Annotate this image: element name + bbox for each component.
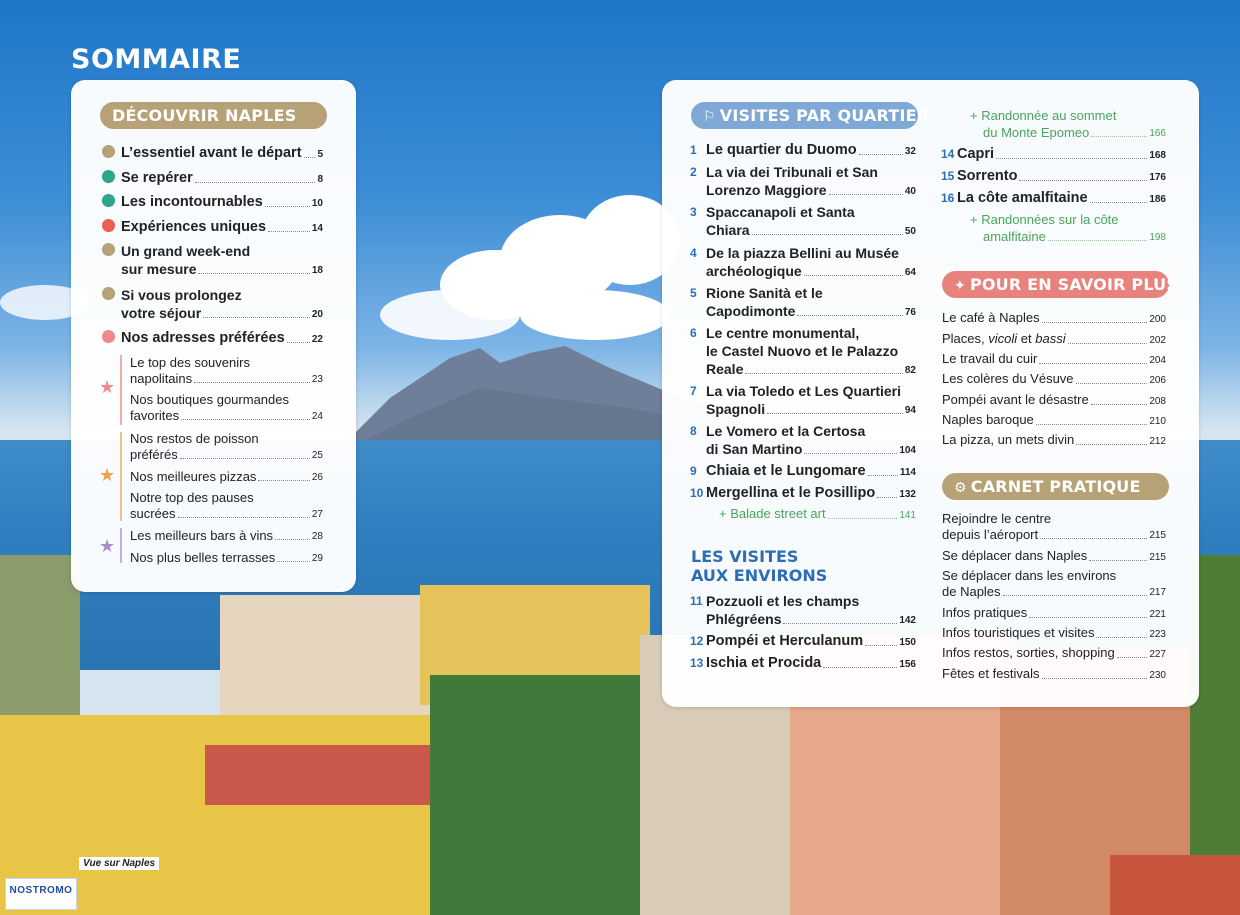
gear-icon	[101, 144, 116, 159]
toc-page: 206	[1149, 375, 1166, 386]
toc-item[interactable]	[706, 382, 916, 418]
toc-label: L’essentiel avant le départ	[121, 145, 302, 161]
toc-item[interactable]	[942, 330, 1166, 348]
toc-label: Le quartier du Duomo	[706, 142, 857, 158]
toc-page: 132	[899, 489, 916, 500]
nostromo-logo	[5, 878, 77, 910]
gear-icon	[101, 218, 116, 233]
toc-label: Nos restos de poisson	[130, 431, 259, 446]
gear-icon	[101, 169, 116, 184]
toc-item[interactable]	[121, 193, 323, 211]
toc-label: + Randonnées sur la côte	[970, 212, 1119, 227]
toc-item[interactable]	[121, 218, 323, 236]
toc-label: Pompéi et Herculanum	[706, 633, 864, 649]
toc-number: 16	[941, 191, 955, 205]
toc-number: 8	[690, 424, 697, 438]
header-savoir	[942, 271, 1179, 298]
toc-page: 25	[311, 450, 323, 461]
toc-item[interactable]	[706, 244, 916, 280]
toc-label: Rione Sanità et le	[706, 285, 823, 301]
toc-label: Nos plus belles terrasses	[130, 550, 276, 565]
toc-label: Infos pratiques	[942, 605, 1028, 620]
header-carnet	[942, 473, 1169, 500]
toc-item[interactable]	[942, 624, 1166, 642]
toc-label: La via dei Tribunali et San	[706, 164, 878, 180]
toc-item[interactable]	[706, 203, 916, 239]
toc-page: 176	[1149, 172, 1166, 183]
section-environs-title	[691, 547, 827, 585]
toc-number: 14	[941, 147, 955, 161]
toc-number: 13	[690, 656, 704, 670]
toc-label: Spagnoli	[706, 401, 766, 417]
toc-label: votre séjour	[121, 305, 202, 321]
toc-page: 186	[1149, 194, 1166, 205]
toc-label: Se déplacer dans les environs	[942, 568, 1117, 583]
toc-item[interactable]	[121, 329, 323, 347]
toc-number: 1	[690, 143, 697, 157]
toc-label: + Balade street art	[719, 506, 826, 521]
toc-label: Naples baroque	[942, 412, 1034, 427]
toc-label: de Naples	[942, 584, 1001, 599]
toc-label: Se repérer	[121, 170, 193, 186]
toc-subitem[interactable]	[970, 211, 1166, 245]
toc-label: Infos touristiques et visites	[942, 625, 1095, 640]
toc-page: 20	[311, 309, 323, 320]
toc-label: Mergellina et le Posillipo	[706, 485, 876, 501]
toc-label: amalfitaine	[983, 229, 1046, 244]
toc-page: 156	[899, 659, 916, 670]
toc-label-part: bassi	[1035, 331, 1066, 346]
toc-page: 10	[311, 198, 323, 209]
toc-page: 202	[1149, 335, 1166, 346]
toc-label: archéologique	[706, 263, 802, 279]
toc-page: 29	[311, 553, 323, 564]
toc-label: Les incontournables	[121, 194, 263, 210]
toc-subitem[interactable]	[130, 392, 323, 424]
toc-page: 64	[904, 267, 916, 278]
toc-item[interactable]	[706, 163, 916, 199]
toc-page: 24	[311, 411, 323, 422]
toc-label: La via Toledo et Les Quartieri	[706, 383, 902, 399]
toc-item[interactable]	[706, 324, 916, 378]
toc-item[interactable]	[942, 547, 1166, 565]
toc-label: Se déplacer dans Naples	[942, 548, 1088, 563]
toc-label	[942, 330, 1066, 348]
toc-number: 15	[941, 169, 955, 183]
toc-item[interactable]	[121, 169, 323, 187]
toc-label: Rejoindre le centre	[942, 511, 1052, 526]
toc-page: 166	[1149, 128, 1166, 139]
toc-label-part: vicoli	[988, 331, 1018, 346]
toc-label: La côte amalfitaine	[957, 190, 1088, 206]
toc-label: Ischia et Procida	[706, 655, 822, 671]
toc-page: 215	[1149, 552, 1166, 563]
toc-label: Reale	[706, 361, 744, 377]
toc-page: 22	[311, 334, 323, 345]
toc-item[interactable]	[942, 370, 1166, 388]
star-icon: ★	[99, 536, 116, 556]
header-visites	[691, 102, 930, 129]
toc-item[interactable]	[121, 144, 323, 162]
logo-text: NOSTROMO	[9, 885, 73, 896]
toc-number: 12	[690, 634, 704, 648]
toc-page: 82	[904, 365, 916, 376]
toc-page: 104	[899, 445, 916, 456]
toc-item[interactable]	[942, 644, 1166, 662]
toc-subitem[interactable]	[130, 431, 323, 463]
toc-item[interactable]	[942, 391, 1166, 409]
toc-item[interactable]	[706, 654, 916, 672]
cloud	[380, 290, 520, 340]
toc-item[interactable]	[121, 286, 323, 322]
toc-item[interactable]	[942, 604, 1166, 622]
toc-page: 94	[904, 405, 916, 416]
toc-label: La pizza, un mets divin	[942, 432, 1075, 447]
toc-label: sucrées	[130, 506, 176, 521]
toc-page: 150	[899, 637, 916, 648]
toc-label: Phlégréens	[706, 611, 782, 627]
toc-page: 200	[1149, 314, 1166, 325]
page-title: SOMMAIRE	[71, 44, 242, 75]
toc-page: 230	[1149, 670, 1166, 681]
toc-label: Expériences uniques	[121, 219, 267, 235]
toc-subitem[interactable]	[130, 550, 323, 566]
gear-icon	[101, 193, 116, 208]
toc-page: 210	[1149, 416, 1166, 427]
toc-page: 23	[311, 374, 323, 385]
gear-icon	[101, 329, 116, 344]
walker-icon: ⚐	[703, 109, 716, 125]
toc-page: 227	[1149, 649, 1166, 660]
toc-label: De la piazza Bellini au Musée	[706, 245, 899, 261]
toc-label: Nos meilleures pizzas	[130, 469, 257, 484]
star-icon: ★	[99, 377, 116, 397]
toc-label: Le Vomero et la Certosa	[706, 423, 866, 439]
panel-visites	[662, 80, 1199, 707]
toc-label: Chiaia et le Lungomare	[706, 463, 866, 479]
header-carnet-label: CARNET PRATIQUE	[970, 477, 1141, 496]
toc-label: Sorrento	[957, 168, 1018, 184]
toc-label: Chiara	[706, 222, 750, 238]
star-icon: ★	[99, 465, 116, 485]
toc-label: Spaccanapoli et Santa	[706, 204, 855, 220]
toc-item[interactable]	[957, 189, 1166, 207]
group-bar	[120, 355, 122, 425]
toc-page: 217	[1149, 587, 1166, 598]
toc-subitem[interactable]	[130, 490, 323, 522]
gear-icon	[101, 242, 116, 257]
toc-label: di San Martino	[706, 441, 803, 457]
gear-icon: ⚙	[954, 480, 967, 496]
toc-label: Un grand week-end	[121, 243, 251, 259]
toc-page: 204	[1149, 355, 1166, 366]
toc-page: 212	[1149, 436, 1166, 447]
toc-number: 3	[690, 205, 697, 219]
toc-page: 198	[1149, 232, 1166, 243]
toc-number: 11	[690, 594, 703, 608]
toc-item[interactable]	[957, 145, 1166, 163]
toc-item[interactable]	[942, 309, 1166, 327]
toc-label: Fêtes et festivals	[942, 666, 1040, 681]
toc-label: Les meilleurs bars à vins	[130, 528, 274, 543]
toc-item[interactable]	[706, 284, 916, 320]
toc-page: 18	[311, 265, 323, 276]
toc-subitem[interactable]	[970, 107, 1166, 141]
toc-label: le Castel Nuovo et le Palazzo	[706, 343, 899, 359]
toc-page: 14	[311, 223, 323, 234]
toc-page: 28	[311, 531, 323, 542]
toc-number: 6	[690, 326, 697, 340]
toc-item[interactable]	[957, 167, 1166, 185]
group-bar	[120, 528, 122, 563]
toc-label-part: et	[1017, 331, 1036, 346]
header-decouvrir-label: DÉCOUVRIR NAPLES	[112, 106, 297, 125]
toc-page: 5	[317, 149, 323, 160]
toc-item[interactable]	[942, 350, 1166, 368]
toc-page: 168	[1149, 150, 1166, 161]
section-title-line: AUX ENVIRONS	[691, 566, 828, 585]
group-bar	[120, 432, 122, 521]
toc-item[interactable]	[942, 511, 1166, 543]
toc-label: Si vous prolongez	[121, 287, 242, 303]
toc-label: Capodimonte	[706, 303, 796, 319]
toc-number: 5	[690, 286, 697, 300]
toc-item[interactable]	[706, 422, 916, 458]
toc-item[interactable]	[706, 592, 916, 628]
toc-page: 114	[899, 467, 916, 478]
toc-label: Pompéi avant le désastre	[942, 392, 1089, 407]
toc-item[interactable]	[706, 462, 916, 480]
toc-label: Notre top des pauses	[130, 490, 254, 505]
toc-page: 215	[1149, 530, 1166, 541]
toc-number: 9	[690, 464, 697, 478]
header-visites-label: VISITES PAR QUARTIER	[719, 106, 930, 125]
section-title-line: LES VISITES	[691, 547, 799, 566]
toc-label: Le top des souvenirs	[130, 355, 250, 370]
panel-decouvrir	[71, 80, 356, 592]
toc-label: Capri	[957, 146, 995, 162]
toc-item[interactable]	[942, 411, 1166, 429]
toc-item[interactable]	[121, 242, 323, 278]
toc-subitem[interactable]	[130, 469, 323, 485]
toc-label: préférés	[130, 447, 178, 462]
toc-item[interactable]	[942, 431, 1166, 449]
toc-page: 40	[904, 186, 916, 197]
toc-page: 208	[1149, 396, 1166, 407]
toc-label: Infos restos, sorties, shopping	[942, 645, 1115, 660]
toc-item[interactable]	[942, 665, 1166, 683]
toc-label: Le centre monumental,	[706, 325, 860, 341]
toc-page: 50	[904, 226, 916, 237]
toc-label: Le travail du cuir	[942, 351, 1038, 366]
gear-icon	[101, 286, 116, 301]
toc-label: du Monte Epomeo	[983, 125, 1090, 140]
toc-subitem[interactable]	[130, 528, 323, 544]
cloud	[520, 290, 670, 340]
toc-subitem[interactable]	[719, 505, 916, 523]
toc-label: napolitains	[130, 371, 193, 386]
toc-label: Les colères du Vésuve	[942, 371, 1074, 386]
toc-page: 76	[904, 307, 916, 318]
toc-number: 2	[690, 165, 697, 179]
header-savoir-label: POUR EN SAVOIR PLUS	[969, 275, 1179, 294]
toc-label: sur mesure	[121, 261, 197, 277]
toc-subitem[interactable]	[130, 355, 323, 387]
toc-number: 4	[690, 246, 697, 260]
toc-item[interactable]	[706, 484, 916, 502]
toc-number: 7	[690, 384, 697, 398]
toc-page: 32	[904, 146, 916, 157]
toc-number: 10	[690, 486, 704, 500]
toc-label: Lorenzo Maggiore	[706, 182, 827, 198]
photo-caption: Vue sur Naples	[79, 857, 159, 870]
toc-page: 141	[899, 510, 916, 521]
toc-label: Pozzuoli et les champs	[706, 593, 860, 609]
sparkle-icon: ✦	[954, 278, 966, 294]
toc-label: depuis l’aéroport	[942, 527, 1039, 542]
toc-item[interactable]	[942, 568, 1166, 600]
toc-page: 142	[899, 615, 916, 626]
toc-item[interactable]	[706, 141, 916, 159]
toc-page: 26	[311, 472, 323, 483]
toc-page: 223	[1149, 629, 1166, 640]
toc-label: + Randonnée au sommet	[970, 108, 1117, 123]
toc-item[interactable]	[706, 632, 916, 650]
toc-label: Nos boutiques gourmandes	[130, 392, 289, 407]
toc-label: Le café à Naples	[942, 310, 1040, 325]
toc-page: 27	[311, 509, 323, 520]
toc-page: 8	[317, 174, 323, 185]
toc-label: Nos adresses préférées	[121, 330, 285, 346]
toc-page: 221	[1149, 609, 1166, 620]
toc-label: favorites	[130, 408, 180, 423]
header-decouvrir	[100, 102, 327, 129]
toc-label-part: Places,	[942, 331, 989, 346]
